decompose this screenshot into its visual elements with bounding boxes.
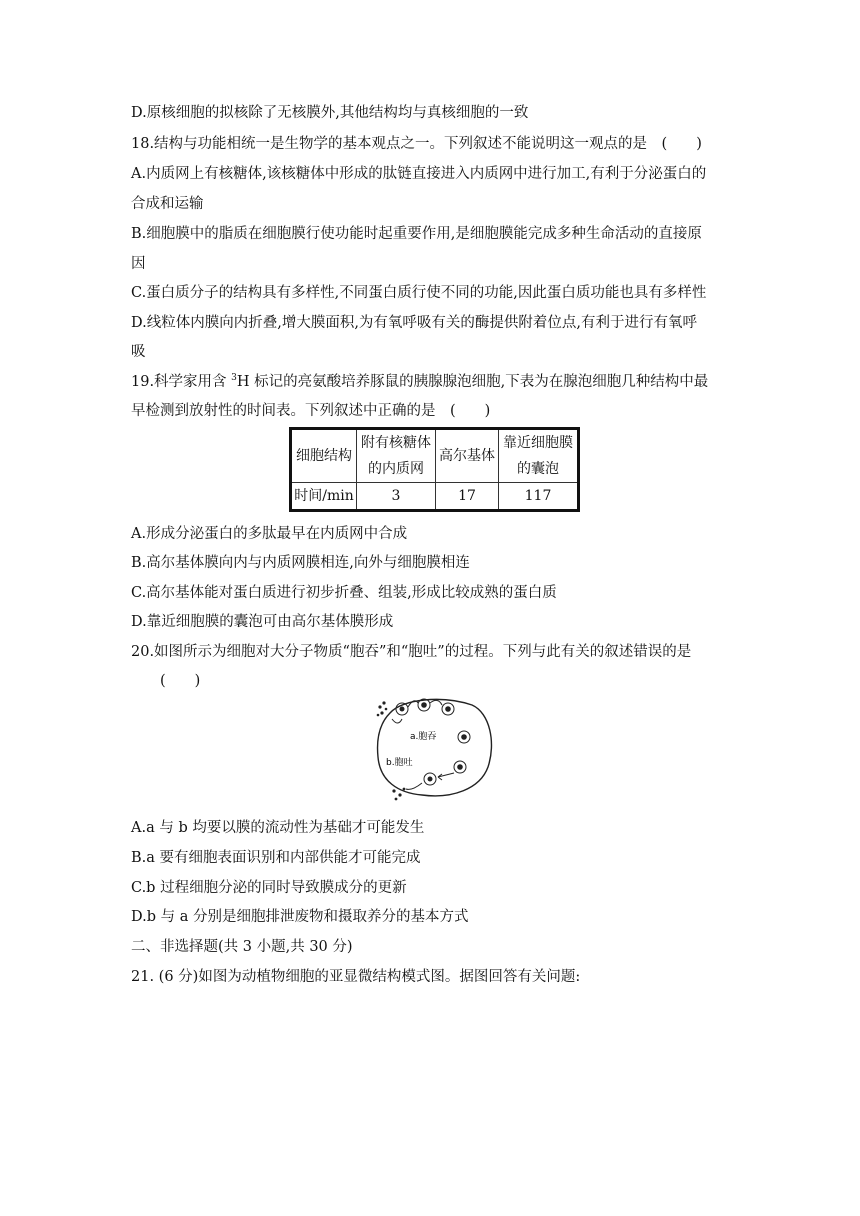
q20-option-b: B.a 要有细胞表面识别和内部供能才可能完成	[131, 850, 421, 866]
label-exocytosis: b.胞吐	[386, 758, 413, 768]
q20-option-d: D.b 与 a 分别是细胞排泄废物和摄取养分的基本方式	[131, 909, 469, 925]
q19-stem-pre: 19.科学家用含	[131, 374, 232, 390]
q18-option-d-cont: 吸	[131, 344, 146, 360]
q20-stem: 20.如图所示为细胞对大分子物质“胞吞”和“胞吐”的过程。下列与此有关的叙述错误的是	[131, 644, 692, 660]
table-header-vesicle: 靠近细胞膜 的囊泡	[499, 429, 579, 483]
section-heading: 二、非选择题(共 3 小题,共 30 分)	[131, 939, 353, 955]
table-time-label: 时间/min	[291, 483, 357, 511]
q19-option-c: C.高尔基体能对蛋白质进行初步折叠、组装,形成比较成熟的蛋白质	[131, 585, 557, 601]
q18-option-b-cont: 因	[131, 256, 146, 272]
table-header-golgi: 高尔基体	[436, 429, 499, 483]
q19-stem	[131, 372, 708, 392]
q18-option-a-cont: 合成和运输	[131, 196, 204, 212]
q18-option-a: A.内质网上有核糖体,该核糖体中形成的肽链直接进入内质网中进行加工,有利于分泌蛋白的	[131, 166, 707, 182]
label-endocytosis: a.胞吞	[410, 732, 437, 742]
radioactivity-time-table	[289, 427, 580, 512]
table-header-structure: 细胞结构	[291, 429, 357, 483]
table-cell-er-time: 3	[357, 483, 436, 511]
q19-option-b: B.高尔基体膜向内与内质网膜相连,向外与细胞膜相连	[131, 555, 470, 571]
q19-stem-post: H 标记的亮氨酸培养豚鼠的胰腺腺泡细胞,下表为在腺泡细胞几种结构中最	[236, 374, 709, 390]
q20-option-a: A.a 与 b 均要以膜的流动性为基础才可能发生	[131, 820, 425, 836]
q18-option-d: D.线粒体内膜向内折叠,增大膜面积,为有氧呼吸有关的酶提供附着位点,有利于进行有氧呼	[131, 315, 698, 331]
q19-option-a: A.形成分泌蛋白的多肽最早在内质网中合成	[131, 526, 408, 542]
q18-option-c: C.蛋白质分子的结构具有多样性,不同蛋白质行使不同的功能,因此蛋白质功能也具有多样性	[131, 285, 707, 301]
q19-stem-cont: 早检测到放射性的时间表。下列叙述中正确的是 ( )	[131, 403, 491, 419]
table-row	[291, 483, 579, 511]
endocytosis-exocytosis-diagram	[372, 693, 496, 805]
table-row	[291, 429, 579, 483]
q19-option-d: D.靠近细胞膜的囊泡可由高尔基体膜形成	[131, 614, 394, 630]
table-header-er: 附有核糖体 的内质网	[357, 429, 436, 483]
table-cell-golgi-time: 17	[436, 483, 499, 511]
q18-option-b: B.细胞膜中的脂质在细胞膜行使功能时起重要作用,是细胞膜能完成多种生命活动的直接原	[131, 226, 702, 242]
q20-option-c: C.b 过程细胞分泌的同时导致膜成分的更新	[131, 880, 407, 896]
q20-stem-cont: ( )	[160, 673, 201, 689]
isotope-superscript: 3	[231, 373, 237, 384]
q21-stem: 21. (6 分)如图为动植物细胞的亚显微结构模式图。据图回答有关问题:	[131, 969, 581, 985]
q18-stem: 18.结构与功能相统一是生物学的基本观点之一。下列叙述不能说明这一观点的是 ( )	[131, 136, 702, 152]
table-cell-vesicle-time: 117	[499, 483, 579, 511]
q17-option-d: D.原核细胞的拟核除了无核膜外,其他结构均与真核细胞的一致	[131, 105, 529, 121]
